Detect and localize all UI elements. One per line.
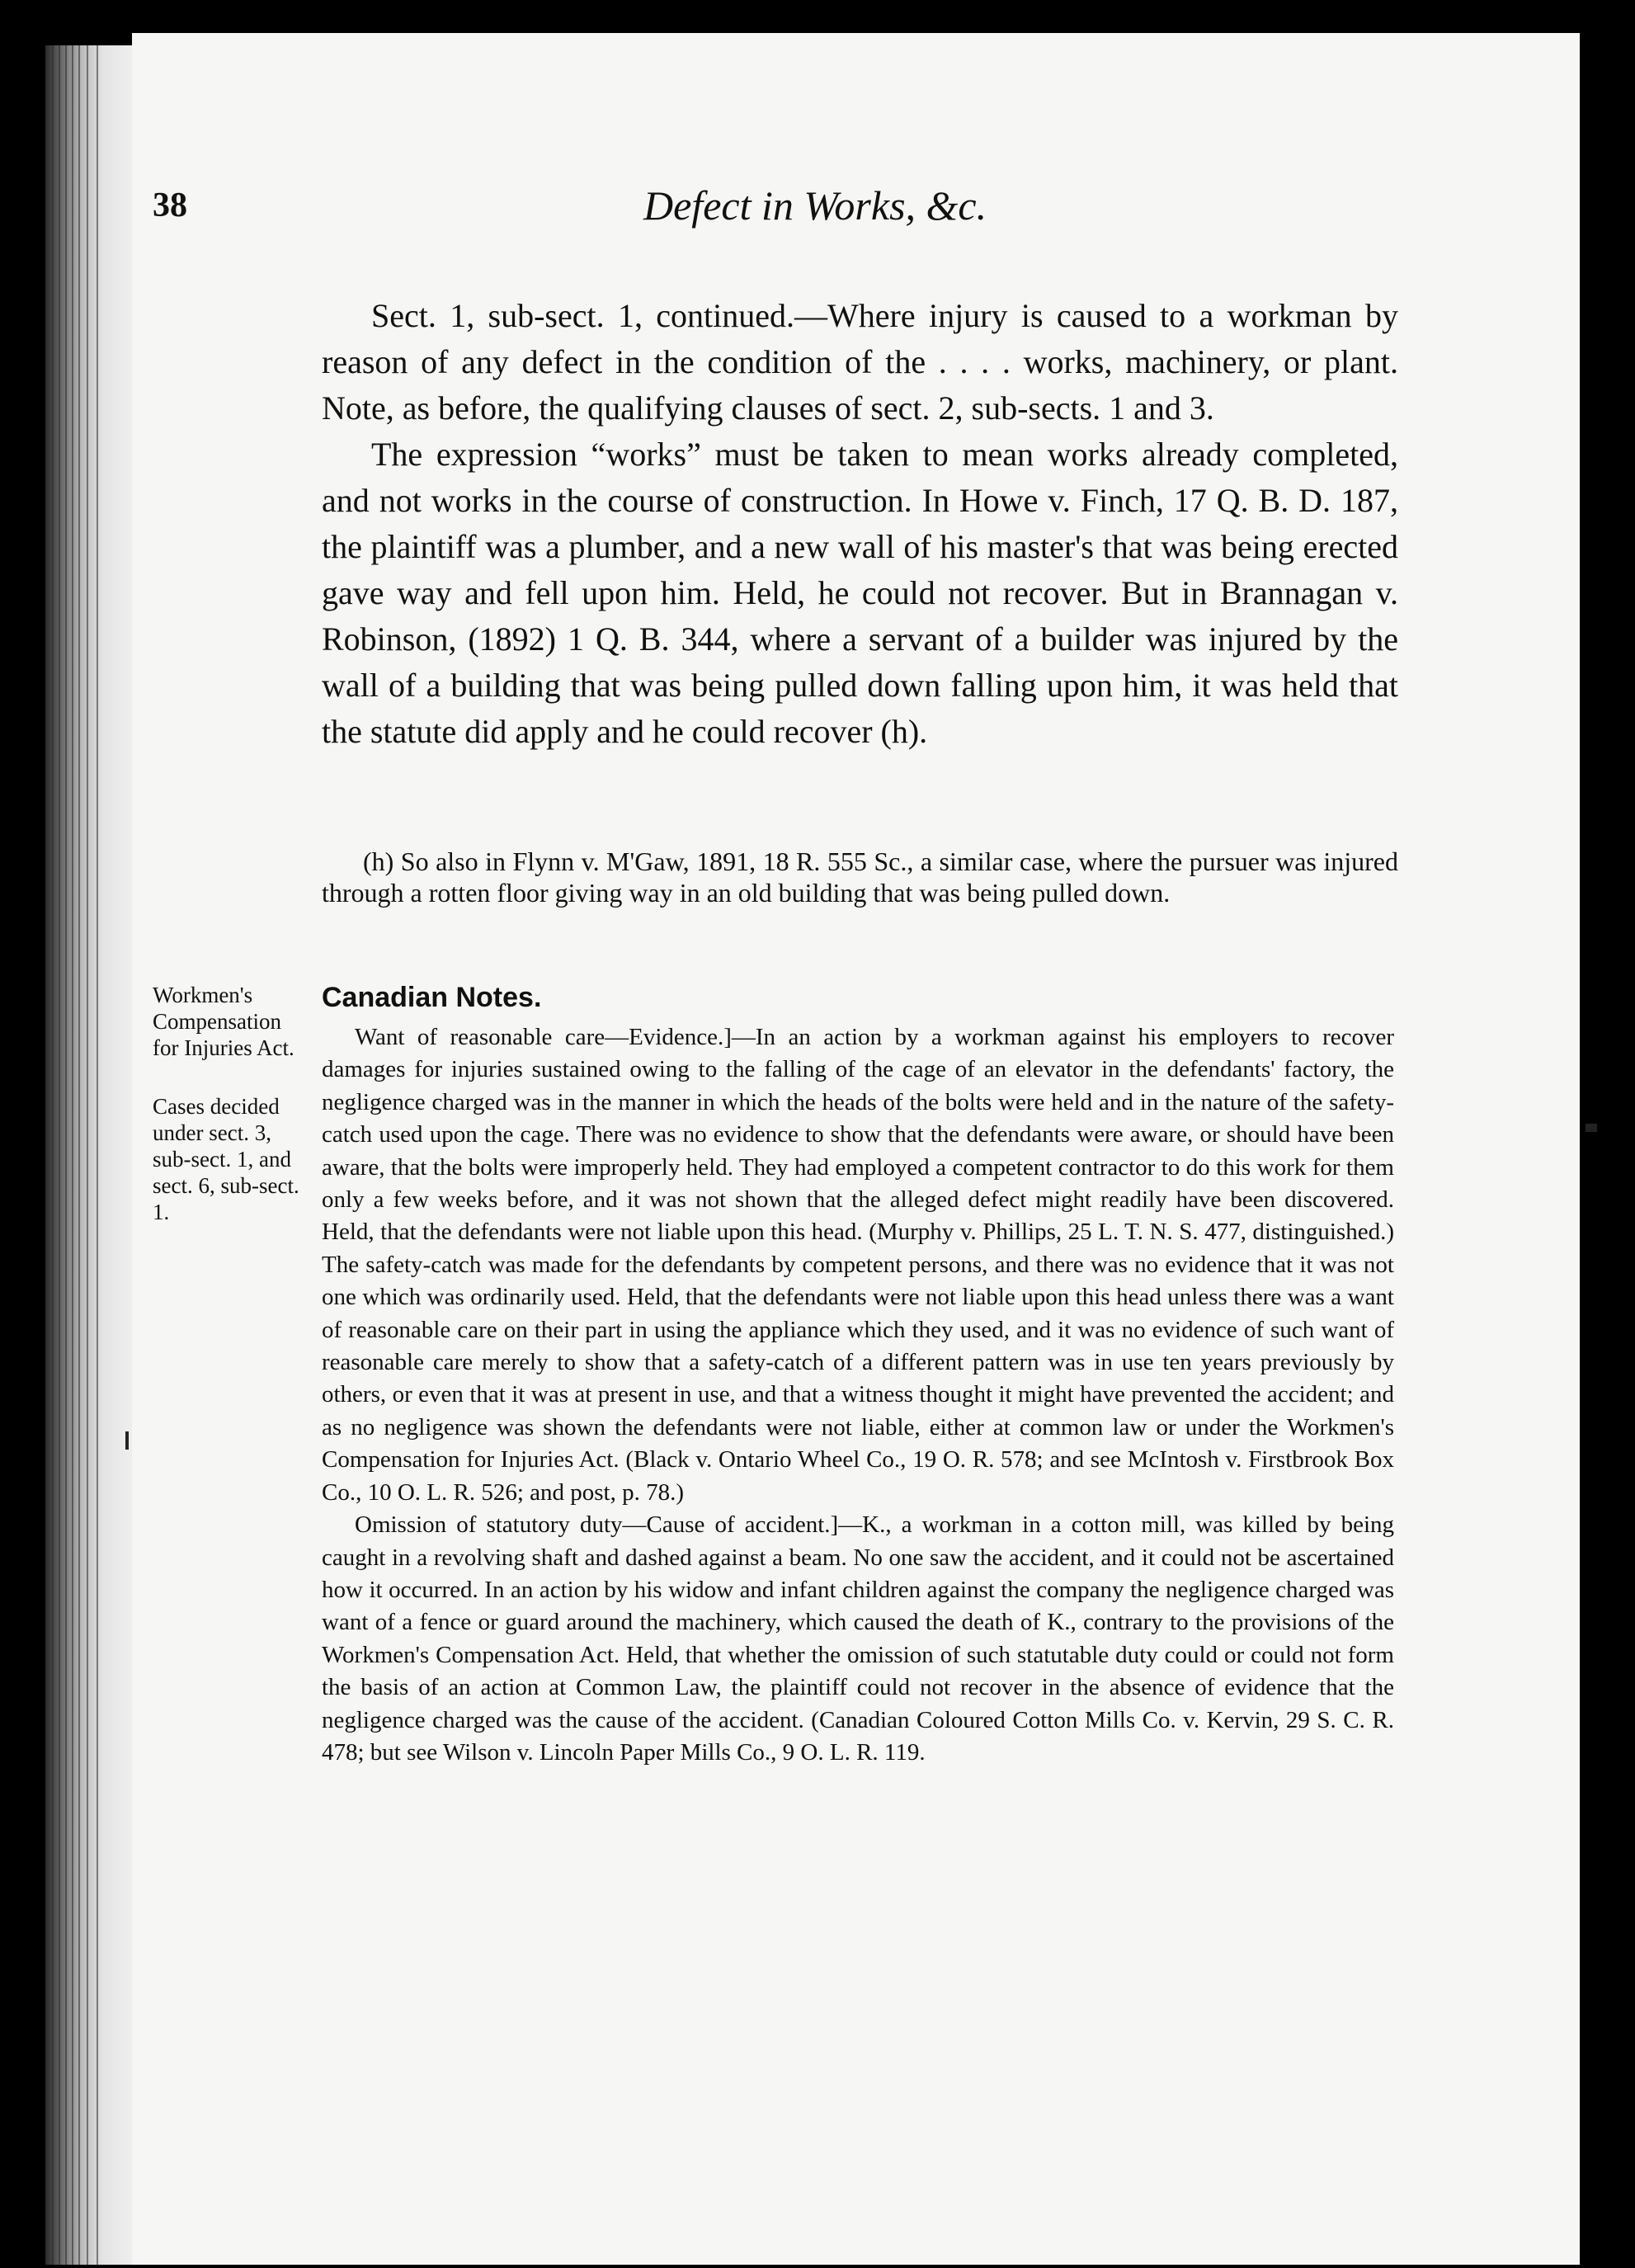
footnote-h: (h) So also in Flynn v. M'Gaw, 1891, 18 R. 555 Sc., a similar case, where the pursuer was injured through a rotten floor giving way in an old building that was being pulled down. (322, 846, 1398, 908)
running-head: Defect in Works, &c. (643, 182, 987, 229)
margin-note-act: Workmen's Compensation for Injuries Act. (153, 983, 294, 1060)
margin-note-cases: Cases decided under sect. 3, sub-sect. 1, and sect. 6, sub-sect. 1. (153, 1094, 299, 1224)
footnote-block (322, 846, 1398, 908)
paragraph-2: The expression “works” must be taken to mean works already completed, and not works in the course of construction. In Howe v. Finch, 17 Q. B. D. 187, the plaintiff was a plumber, and a new wall of his master's that was being erected gave way and fell upon him. Held, he could not recover. But in Brannagan v. Robinson, (1892) 1 Q. B. 344, where a servant of a builder was injured by the wall of a building that was being pulled down falling upon him, it was held that the statute did apply and he could recover (h). (322, 436, 1398, 750)
book-binding-edge (45, 45, 144, 2265)
canadian-note-2: Omission of statutory duty—Cause of accident.]—K., a workman in a cotton mill, was killed by being caught in a revolving shaft and dashed against a beam. No one saw the accident, and it could not be ascertained how it occurred. In an action by his widow and infant children against the company the negligence charged was want of a fence or guard around the machinery, which caused the death of K., contrary to the provisions of the Workmen's Compensation Act. Held, that whether the omission of such statutable duty could or could not form the basis of an action at Common Law, the plaintiff could not recover in the absence of evidence that the negligence charged was the cause of the accident. (Canadian Coloured Cotton Mills Co. v. Kervin, 29 S. C. R. 478; but see Wilson v. Lincoln Paper Mills Co., 9 O. L. R. 119. (322, 1511, 1394, 1766)
canadian-notes (322, 1021, 1394, 1769)
page-number: 38 (153, 186, 187, 224)
canadian-notes-heading: Canadian Notes. (322, 982, 542, 1013)
page-edge-mark (1586, 1124, 1597, 1132)
paragraph-1: Sect. 1, sub-sect. 1, continued.—Where injury is caused to a workman by reason of any defect in the condition of the . . . . works, machinery, or plant. Note, as before, the qualifying clauses of sect. 2, sub-sects. 1 and 3. (322, 297, 1398, 427)
page-edge-mark (125, 1431, 129, 1450)
main-text-block (322, 293, 1398, 755)
canadian-note-1: Want of reasonable care—Evidence.]—In an action by a workman against his employers to recover damages for injuries sustained owing to the falling of the cage of an elevator in the defendants' factory, the negligence charged was in the manner in which the heads of the bolts were held and in the nature of the safety-catch used upon the cage. There was no evidence to show that the defendants were aware, or should have been aware, that the bolts were improperly held. They had employed a competent contractor to do this work for them only a few weeks before, and it was not shown that the alleged defect might readily have been discovered. Held, that the defendants were not liable upon this head. (Murphy v. Phillips, 25 L. T. N. S. 477, distinguished.) The safety-catch was made for the defendants by competent persons, and there was no evidence that it was not one which was ordinarily used. Held, that the defendants were not liable upon this head unless there was a want of reasonable care on their part in using the appliance which they used, and it was no evidence of such want of reasonable care merely to show that a safety-catch of a different pattern was in use ten years previously by others, or even that it was at present in use, and that a witness thought it might have prevented the accident; and as no negligence was shown the defendants were not liable, either at common law or under the Workmen's Compensation for Injuries Act. (Black v. Ontario Wheel Co., 19 O. R. 578; and see McIntosh v. Firstbrook Box Co., 10 O. L. R. 526; and post, p. 78.) (322, 1024, 1394, 1506)
